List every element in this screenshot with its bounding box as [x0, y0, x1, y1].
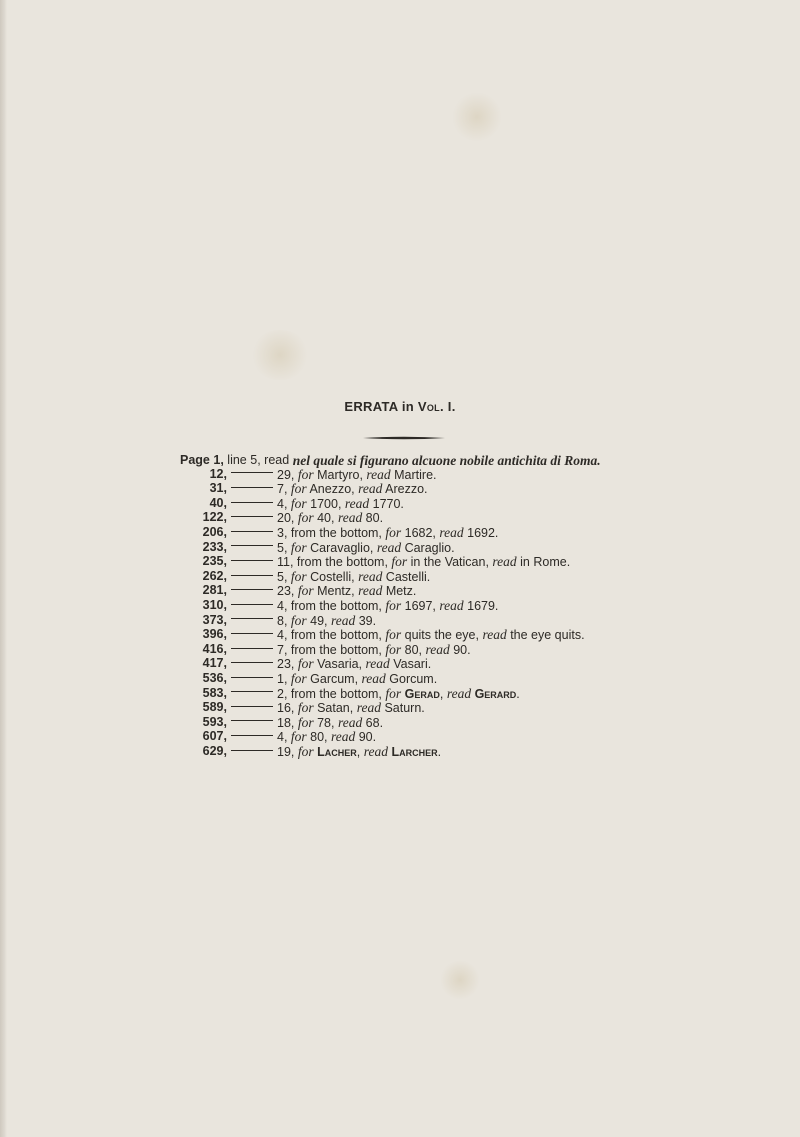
page-number: 262, — [202, 568, 227, 583]
italic-keyword: for — [290, 539, 307, 555]
text-segment: 23, — [277, 657, 298, 672]
text-segment: 29, — [277, 467, 298, 482]
text-segment: 1697, — [401, 598, 440, 613]
italic-keyword: for — [290, 612, 307, 628]
paper-stain — [440, 960, 480, 1000]
italic-keyword: for — [290, 568, 307, 584]
errata-row — [186, 614, 706, 629]
page-number: 396, — [202, 627, 227, 642]
italic-keyword: for — [297, 700, 314, 716]
text-segment: Metz. — [382, 584, 417, 599]
text-segment: . — [437, 744, 442, 759]
text-segment: Castelli. — [382, 569, 431, 584]
page-title — [0, 399, 800, 414]
errata-row — [186, 526, 706, 541]
errata-row — [186, 687, 706, 702]
paper-stain — [452, 92, 502, 142]
page-number: 310, — [202, 597, 227, 612]
text-segment: 7, — [277, 482, 291, 497]
page-number: 536, — [202, 670, 227, 685]
ditto-dash — [231, 735, 273, 736]
ditto-dash — [231, 589, 273, 590]
text-segment: in Rome. — [516, 555, 571, 570]
text-segment: Vasaria, — [313, 657, 366, 672]
text-segment: 5, — [277, 569, 291, 584]
ditto-dash — [231, 604, 273, 605]
text-segment: 90. — [449, 642, 471, 657]
italic-keyword: read — [358, 583, 383, 599]
page-number: 281, — [202, 583, 227, 598]
text-segment: 68. — [362, 715, 384, 730]
ditto-dash — [231, 575, 273, 576]
page-word: Page — [180, 453, 210, 467]
ditto-dash — [231, 472, 273, 473]
errata-row — [186, 599, 706, 614]
italic-keyword: for — [297, 656, 314, 672]
line-word: line — [227, 453, 247, 467]
correction-text — [277, 730, 376, 745]
ditto-dash — [231, 750, 273, 751]
text-segment: 80. — [362, 511, 384, 526]
correction-text — [277, 468, 437, 483]
text-segment: Costelli, — [306, 569, 359, 584]
errata-row — [186, 701, 706, 716]
italic-keyword: read — [361, 670, 386, 686]
correction-text — [277, 497, 404, 512]
italic-keyword: read — [331, 612, 356, 628]
page-number: 233, — [202, 539, 227, 554]
errata-row — [186, 730, 706, 745]
text-segment: 39. — [355, 613, 377, 628]
italic-keyword: for — [297, 743, 314, 759]
text-segment: Martire. — [390, 467, 437, 482]
paper-stain — [250, 330, 310, 380]
correction-text — [277, 701, 425, 716]
text-segment: Arezzo. — [382, 482, 428, 497]
text-segment: 11, from the bottom, — [277, 555, 392, 570]
text-segment: Caraglio. — [401, 540, 455, 555]
page-binding-edge — [0, 0, 7, 1137]
page-number: 629, — [202, 743, 227, 758]
correction-text — [277, 599, 498, 614]
text-segment: 2, from the bottom, — [277, 686, 386, 701]
correction-text — [277, 614, 376, 629]
text-segment: 4, from the bottom, — [277, 598, 386, 613]
italic-keyword: read — [492, 554, 517, 570]
page-number: 416, — [202, 641, 227, 656]
text-segment: Vasari. — [389, 657, 432, 672]
italic-keyword: read — [446, 685, 472, 701]
ditto-dash — [231, 545, 273, 546]
text-segment: 1692. — [463, 525, 499, 540]
italic-keyword: for — [297, 510, 314, 526]
italic-keyword: for — [290, 670, 307, 686]
text-segment: 90. — [355, 730, 377, 745]
errata-row — [186, 555, 706, 570]
text-segment: Lacher — [317, 744, 357, 759]
text-segment: in the Vatican, — [407, 555, 493, 570]
page-number: 589, — [202, 700, 227, 715]
text-segment: 8, — [277, 613, 291, 628]
correction-text — [277, 643, 471, 658]
correction-text — [277, 657, 431, 672]
ditto-dash — [231, 648, 273, 649]
ditto-dash — [231, 720, 273, 721]
page-number: 607, — [202, 729, 227, 744]
text-segment: Gorcum. — [385, 671, 438, 686]
italic-keyword: read — [482, 627, 507, 643]
correction-text — [277, 482, 428, 497]
errata-row — [186, 511, 706, 526]
italic-keyword: read — [366, 466, 391, 482]
text-segment: 49, — [306, 613, 331, 628]
page-number: 12, — [209, 466, 227, 481]
italic-keyword: for — [385, 524, 402, 540]
correction-text — [277, 555, 570, 570]
text-segment: , — [439, 686, 447, 701]
text-segment: Garcum, — [306, 671, 362, 686]
errata-row — [186, 745, 706, 760]
correction-text — [277, 672, 437, 687]
text-segment: 40, — [313, 511, 338, 526]
text-segment: Gerard — [474, 686, 517, 701]
italic-keyword: for — [385, 641, 402, 657]
title-volume: Vol. I. — [417, 399, 456, 414]
italic-keyword: read — [363, 743, 388, 759]
errata-row — [186, 716, 706, 731]
text-segment: quits the eye, — [401, 628, 483, 643]
line-number: 5, — [250, 453, 261, 467]
page-number: 417, — [202, 656, 227, 671]
italic-keyword: for — [290, 495, 307, 511]
correction-text — [277, 716, 383, 731]
text-segment: 1770. — [369, 496, 404, 511]
text-segment: 1, — [277, 671, 291, 686]
text-segment: Larcher — [391, 744, 438, 759]
ditto-dash — [231, 633, 273, 634]
text-segment: 78, — [313, 715, 338, 730]
ornamental-rule — [363, 436, 445, 440]
text-segment: . — [516, 686, 520, 701]
text-segment: 1700, — [306, 496, 345, 511]
title-lead: ERRATA in — [344, 399, 418, 414]
errata-row — [186, 570, 706, 585]
page-number: 40, — [209, 495, 227, 510]
text-segment: 4, — [277, 730, 291, 745]
text-segment: Gerad — [404, 686, 440, 701]
errata-row — [186, 628, 706, 643]
correction-text — [277, 526, 498, 541]
text-segment: Martyro, — [313, 467, 367, 482]
ditto-dash — [231, 691, 273, 692]
ditto-dash — [231, 560, 273, 561]
correction-text — [277, 745, 441, 760]
text-segment: 23, — [277, 584, 298, 599]
italic-keyword: read — [344, 495, 370, 511]
ditto-dash — [231, 706, 273, 707]
correction-text — [277, 570, 430, 585]
correction-text — [277, 687, 520, 702]
italic-keyword: read — [337, 714, 363, 730]
text-segment: 20, — [277, 511, 298, 526]
correction-text: nel quale si figurano alcuone nobile antichita di Roma. — [292, 453, 601, 468]
page-number: 235, — [202, 554, 227, 569]
italic-keyword: for — [385, 685, 402, 701]
text-segment: 16, — [277, 701, 298, 716]
text-segment: 5, — [277, 540, 291, 555]
italic-keyword: read — [331, 729, 356, 745]
italic-keyword: read — [358, 568, 383, 584]
page-number: 583, — [202, 685, 227, 700]
italic-keyword: for — [385, 597, 402, 613]
text-segment: 80, — [401, 642, 426, 657]
italic-keyword: read — [337, 510, 363, 526]
text-segment: Mentz, — [313, 584, 359, 599]
text-segment: , — [356, 744, 364, 759]
page-number: 373, — [202, 612, 227, 627]
page-number: 31, — [209, 481, 227, 496]
text-segment: 4, from the bottom, — [277, 628, 386, 643]
ditto-dash — [231, 662, 273, 663]
errata-list — [180, 453, 706, 759]
italic-keyword: for — [391, 554, 408, 570]
italic-keyword: read — [425, 641, 450, 657]
italic-keyword: read — [365, 656, 390, 672]
correction-text — [277, 628, 585, 643]
text-segment: 1682, — [401, 525, 440, 540]
errata-first-row — [180, 454, 706, 468]
correction-text — [277, 511, 383, 526]
text-segment: 18, — [277, 715, 298, 730]
ditto-dash — [231, 531, 273, 532]
errata-row — [186, 541, 706, 556]
text-segment: 4, — [277, 496, 291, 511]
italic-keyword: for — [297, 466, 314, 482]
text-segment: Satan, — [313, 701, 357, 716]
italic-keyword: read — [439, 597, 464, 613]
italic-keyword: for — [385, 627, 402, 643]
text-segment: Saturn. — [380, 701, 425, 716]
page-number: 593, — [202, 714, 227, 729]
italic-keyword: for — [297, 714, 314, 730]
text-segment: Caravaglio, — [306, 540, 377, 555]
text-segment: 7, from the bottom, — [277, 642, 386, 657]
read-word: read — [264, 453, 290, 467]
errata-row — [186, 497, 706, 512]
text-segment: 19, — [277, 744, 298, 759]
errata-row — [186, 672, 706, 687]
page-number: 122, — [202, 510, 227, 525]
italic-keyword: read — [439, 524, 464, 540]
italic-keyword: read — [376, 539, 402, 555]
correction-text — [277, 584, 416, 599]
italic-keyword: read — [358, 481, 383, 497]
page-number: 206, — [202, 524, 227, 539]
correction-text — [277, 541, 455, 556]
italic-keyword: for — [290, 729, 307, 745]
ditto-dash — [231, 516, 273, 517]
errata-row — [186, 584, 706, 599]
ditto-dash — [231, 677, 273, 678]
ditto-dash — [231, 502, 273, 503]
text-segment: 1679. — [463, 598, 499, 613]
ditto-dash — [231, 487, 273, 488]
italic-keyword: for — [297, 583, 314, 599]
errata-row — [186, 657, 706, 672]
page-number: 1, — [213, 453, 224, 467]
text-segment: the eye quits. — [506, 628, 585, 643]
text-segment: 80, — [306, 730, 331, 745]
text-segment: 3, from the bottom, — [277, 525, 386, 540]
errata-row — [186, 643, 706, 658]
italic-keyword: for — [290, 481, 307, 497]
errata-row — [186, 482, 706, 497]
italic-keyword: read — [356, 700, 381, 716]
text-segment: Anezzo, — [306, 482, 359, 497]
errata-row — [186, 468, 706, 483]
ditto-dash — [231, 618, 273, 619]
